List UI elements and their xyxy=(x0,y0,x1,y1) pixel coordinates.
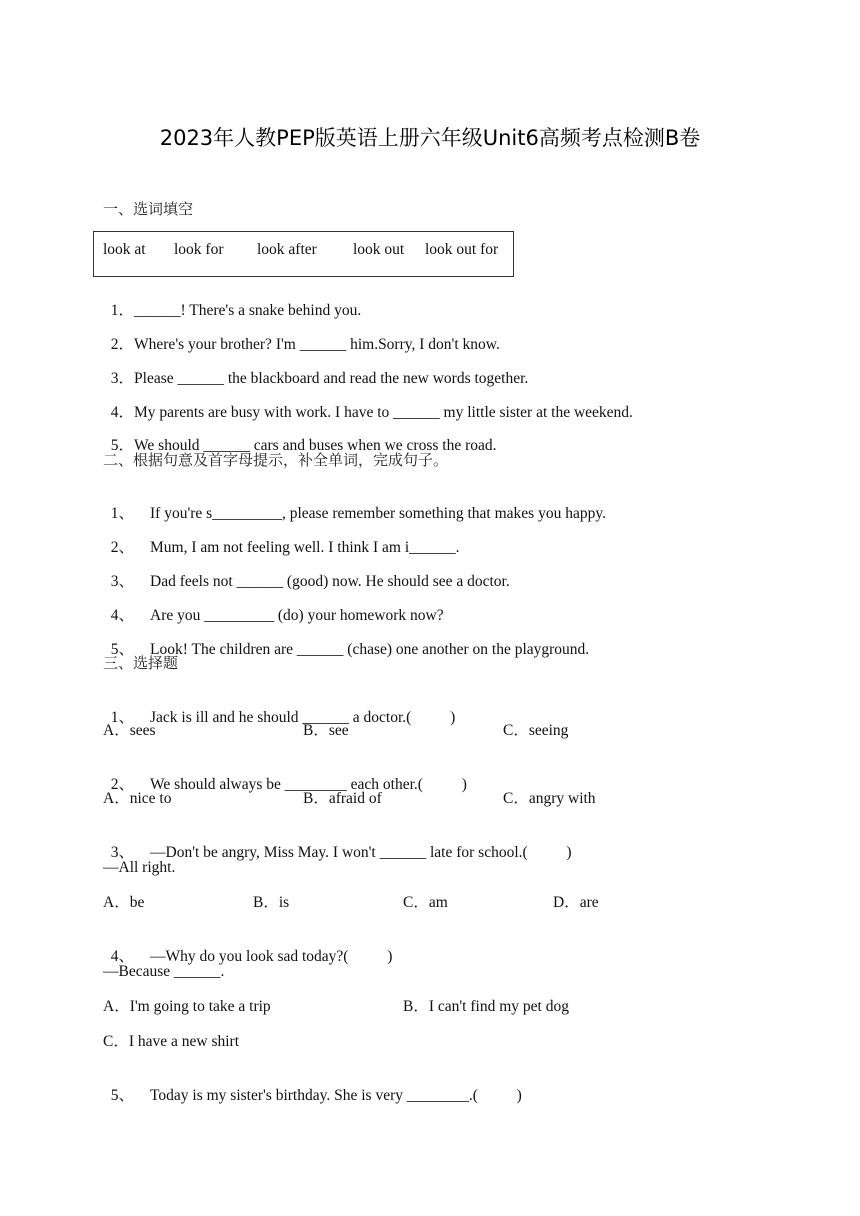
word-bank-item: look at xyxy=(103,241,146,258)
item-text: Look! The children are xyxy=(150,641,297,658)
item-text: Are you xyxy=(150,607,205,624)
option-b[interactable]: B．I can't find my pet dog xyxy=(403,998,569,1015)
question-4 xyxy=(103,927,392,967)
item-text: (chase) one another on the playground. xyxy=(343,641,590,658)
item-number: 2、 xyxy=(110,539,135,556)
answer-blank[interactable]: ______ xyxy=(134,302,181,319)
question-text: —Why do you look sad today?( ) xyxy=(150,948,393,965)
item-number: 4． xyxy=(110,404,135,421)
question-4-reply: —Because ______. xyxy=(103,963,225,980)
option-b[interactable]: B．afraid of xyxy=(303,790,382,807)
question-text: Jack is ill and he should ______ a doctor.( ) xyxy=(150,709,456,726)
item-text: Dad feels not xyxy=(150,573,237,590)
item-number: 4、 xyxy=(110,607,135,624)
word-bank-item: look out xyxy=(353,241,405,258)
item-number: 3、 xyxy=(110,844,135,861)
option-b[interactable]: B．see xyxy=(303,722,349,739)
section-1-heading: 一、选词填空 xyxy=(103,200,194,218)
answer-blank[interactable]: ______ xyxy=(236,573,284,590)
item-number: 1、 xyxy=(110,505,135,522)
option-c[interactable]: C．I have a new shirt xyxy=(103,1033,240,1050)
item-number: 5、 xyxy=(110,1087,135,1104)
item-text: Mum, I am not feeling well. I think I am i xyxy=(150,539,410,556)
item-text: , please remember something that makes you happy. xyxy=(281,505,606,522)
option-c[interactable]: C．seeing xyxy=(503,722,569,739)
option-a[interactable]: A．be xyxy=(103,894,145,911)
option-d[interactable]: D．are xyxy=(553,894,599,911)
question-text: We should always be ________ each other.( ) xyxy=(150,776,467,793)
page-title: 2023年人教PEP版英语上册六年级Unit6高频考点检测B卷 xyxy=(159,126,701,150)
item-number: 3． xyxy=(110,370,135,387)
answer-blank[interactable]: ______ xyxy=(299,336,347,353)
item-text: My parents are busy with work. I have to xyxy=(134,404,394,421)
option-a[interactable]: A．nice to xyxy=(103,790,172,807)
section-3-heading: 三、选择题 xyxy=(103,654,179,672)
item-number: 5、 xyxy=(110,641,135,658)
answer-blank[interactable]: ______ xyxy=(203,437,250,454)
item-number: 1． xyxy=(110,302,135,319)
item-text: cars and buses when we cross the road. xyxy=(249,437,497,454)
question-3 xyxy=(103,823,572,863)
word-bank-item: look after xyxy=(257,241,317,258)
item-text: (do) your homework now? xyxy=(274,607,444,624)
item-text: Please xyxy=(134,370,178,387)
question-text: —Don't be angry, Miss May. I won't ______ late for school.( ) xyxy=(150,844,572,861)
item-number: 5． xyxy=(110,437,135,454)
item-text: the blackboard and read the new words together. xyxy=(224,370,529,387)
item-text: We should xyxy=(134,437,204,454)
question-1 xyxy=(103,688,455,728)
item-text: my little sister at the weekend. xyxy=(439,404,633,421)
option-c[interactable]: C．am xyxy=(403,894,448,911)
answer-blank[interactable]: _________ xyxy=(204,607,275,624)
item-number: 3、 xyxy=(110,573,135,590)
section-2-heading: 二、根据句意及首字母提示，补全单词，完成句子。 xyxy=(103,451,449,469)
option-a[interactable]: A．I'm going to take a trip xyxy=(103,998,271,1015)
answer-blank[interactable]: _________ xyxy=(212,505,282,522)
answer-blank[interactable]: ______ xyxy=(177,370,224,387)
option-b[interactable]: B．is xyxy=(253,894,290,911)
item-text: ! There's a snake behind you. xyxy=(180,302,362,319)
item-number: 2． xyxy=(110,336,135,353)
answer-blank[interactable]: ______ xyxy=(409,539,456,556)
question-5 xyxy=(103,1066,522,1106)
word-bank-item: look out for xyxy=(425,241,499,258)
question-3-reply: —All right. xyxy=(103,859,176,876)
answer-blank[interactable]: ______ xyxy=(393,404,440,421)
item-text: Where's your brother? I'm xyxy=(134,336,300,353)
item-text: (good) now. He should see a doctor. xyxy=(283,573,510,590)
option-c[interactable]: C．angry with xyxy=(503,790,596,807)
item-text: . xyxy=(455,539,460,556)
item-number: 1、 xyxy=(110,709,135,726)
word-bank-item: look for xyxy=(174,241,224,258)
option-a[interactable]: A．sees xyxy=(103,722,156,739)
item-number: 2、 xyxy=(110,776,135,793)
item-number: 4、 xyxy=(110,948,135,965)
item-text: If you're s xyxy=(150,505,213,522)
question-text: Today is my sister's birthday. She is very ________.( ) xyxy=(150,1087,522,1104)
answer-blank[interactable]: ______ xyxy=(296,641,344,658)
word-bank-box xyxy=(93,231,514,277)
item-text: him.Sorry, I don't know. xyxy=(346,336,500,353)
